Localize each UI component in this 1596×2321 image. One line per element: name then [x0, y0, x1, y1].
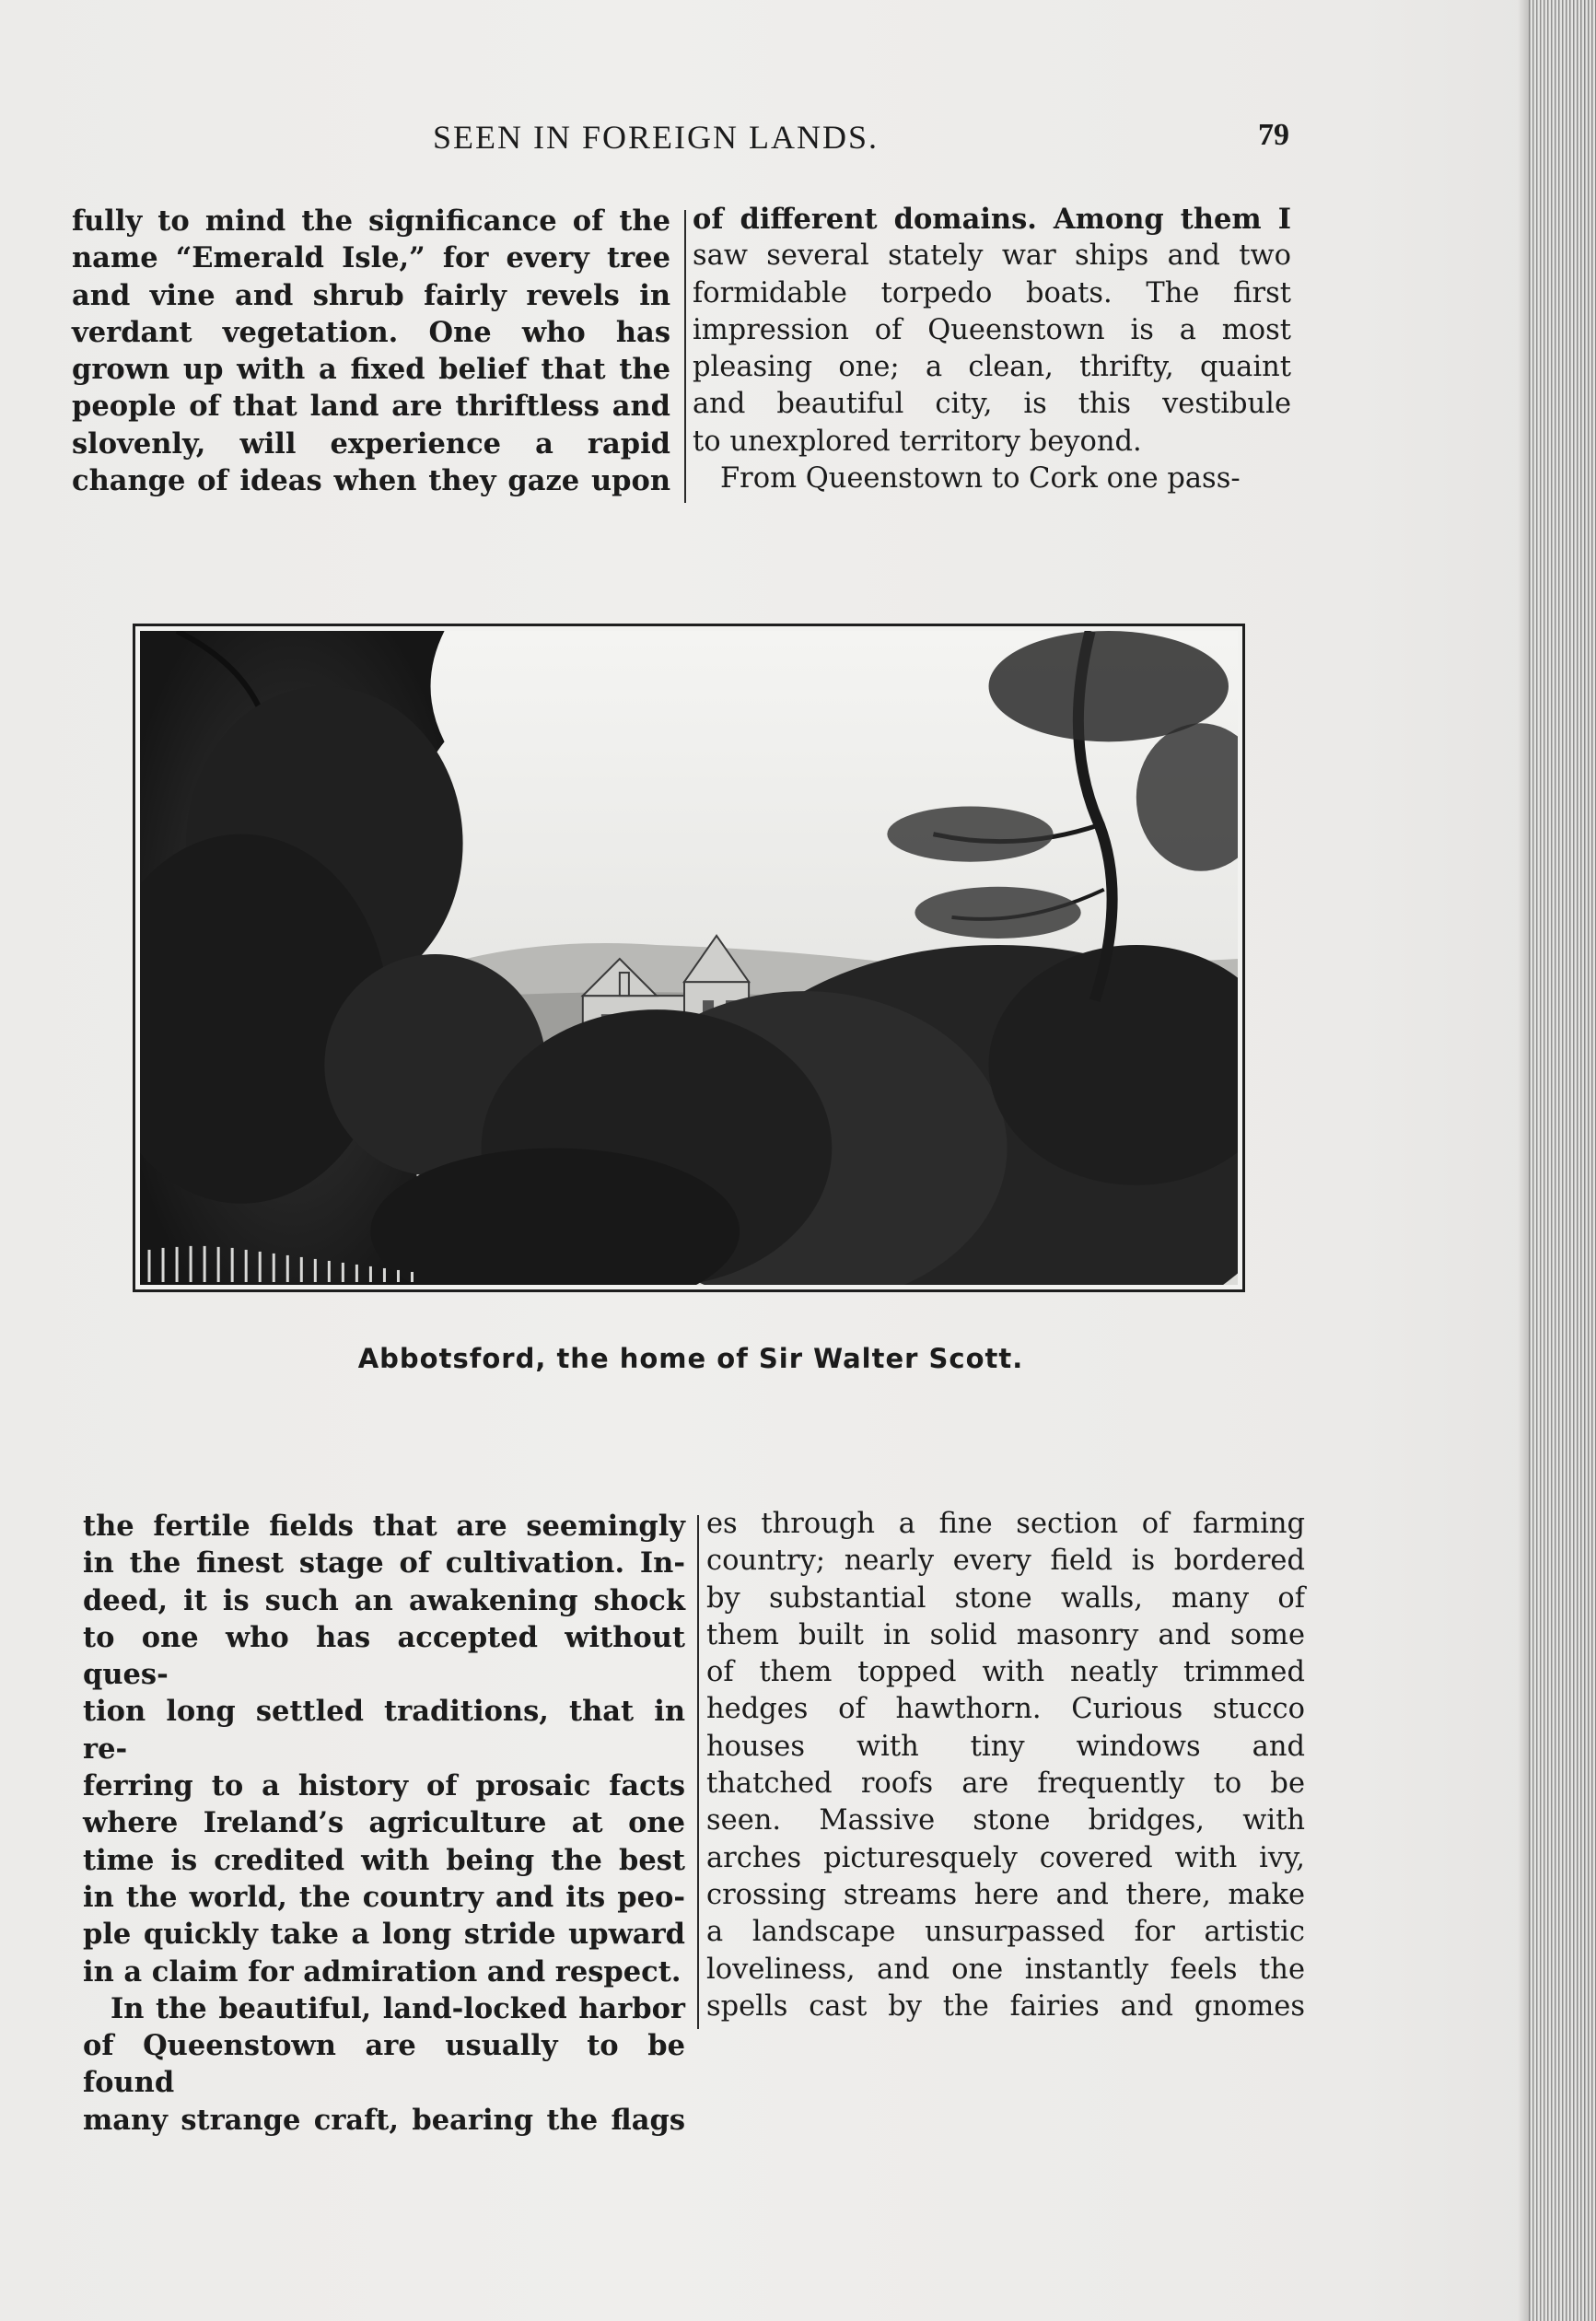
text-line: hedges of hawthorn. Curious stucco — [706, 1693, 1305, 1726]
text-line: impression of Queenstown is a most — [693, 313, 1291, 346]
text-line: seen. Massive stone bridges, with — [706, 1804, 1305, 1837]
text-line: change of ideas when they gaze upon — [72, 464, 670, 498]
top-right-column — [693, 201, 1291, 497]
text-line: es through a fine section of farming — [706, 1508, 1305, 1540]
text-line: and beautiful city, is this vestibule — [693, 388, 1291, 421]
text-line: where Ireland’s agriculture at one — [83, 1806, 685, 1840]
text-line: spells cast by the fairies and gnomes — [706, 1989, 1305, 2023]
bottom-right-column — [706, 1506, 1305, 2025]
text-line: crossing streams here and there, make — [706, 1878, 1305, 1911]
text-line: thatched roofs are frequently to be — [706, 1767, 1305, 1801]
text-line: many strange craft, bearing the flags — [83, 2103, 685, 2137]
text-line: of Queenstown are usually to be found — [83, 2029, 685, 2100]
text-line: in the finest stage of cultivation. In- — [83, 1546, 685, 1580]
text-line: formidable torpedo boats. The first — [693, 276, 1291, 309]
text-line: a landscape unsurpassed for artistic — [706, 1916, 1305, 1949]
text-line: ple quickly take a long stride upward — [83, 1918, 685, 1952]
top-left-column — [72, 203, 670, 499]
book-page-edges — [1529, 0, 1596, 2321]
column-divider — [697, 1515, 699, 2029]
text-line: the fertile fields that are seemingly — [83, 1510, 685, 1543]
text-line: loveliness, and one instantly feels the — [706, 1953, 1305, 1986]
text-line: of them topped with neatly trimmed — [706, 1656, 1305, 1689]
text-line: to unexplored territory beyond. — [693, 425, 1142, 458]
text-line: arches picturesquely covered with ivy, — [706, 1841, 1305, 1874]
text-line: deed, it is such an awakening shock — [83, 1583, 685, 1617]
text-line: and vine and shrub fairly revels in — [72, 278, 670, 312]
text-line: saw several stately war ships and two — [693, 239, 1291, 273]
text-line: time is credited with being the best — [83, 1843, 685, 1877]
running-head: SEEN IN FOREIGN LANDS. — [433, 119, 879, 156]
text-line: tion long settled traditions, that in re- — [83, 1695, 685, 1766]
bottom-left-column — [83, 1508, 685, 2139]
text-line: ferring to a history of prosaic facts — [83, 1769, 685, 1803]
text-line: them built in solid masonry and some — [706, 1618, 1305, 1651]
text-line: of different domains. Among them I — [693, 203, 1291, 236]
text-line: by substantial stone walls, many of — [706, 1581, 1305, 1615]
text-line: grown up with a fixed belief that the — [72, 353, 670, 387]
text-line: country; nearly every field is bordered — [706, 1545, 1305, 1578]
text-line: name “Emerald Isle,” for every tree — [72, 241, 670, 275]
text-line: slovenly, will experience a rapid — [72, 426, 670, 461]
column-divider — [684, 210, 686, 503]
text-line: fully to mind the significance of the — [72, 204, 670, 238]
text-line: in a claim for admiration and respect. — [83, 1954, 682, 1989]
text-line: houses with tiny windows and — [706, 1730, 1305, 1763]
figure-caption: Abbotsford, the home of Sir Walter Scott. — [357, 1343, 1024, 1374]
text-line: to one who has accepted without ques- — [83, 1620, 685, 1692]
text-line: verdant vegetation. One who has — [72, 315, 670, 349]
abbotsford-photograph — [133, 624, 1245, 1292]
page-number: 79 — [1258, 118, 1289, 152]
text-line: in the world, the country and its peo- — [83, 1880, 685, 1914]
text-line: people of that land are thriftless and — [72, 390, 670, 424]
landscape-photo-image — [140, 631, 1238, 1285]
text-line: pleasing one; a clean, thrifty, quaint — [693, 351, 1291, 384]
text-line: In the beautiful, land-locked harbor — [111, 1991, 685, 2025]
text-line: From Queenstown to Cork one pass- — [720, 462, 1241, 496]
